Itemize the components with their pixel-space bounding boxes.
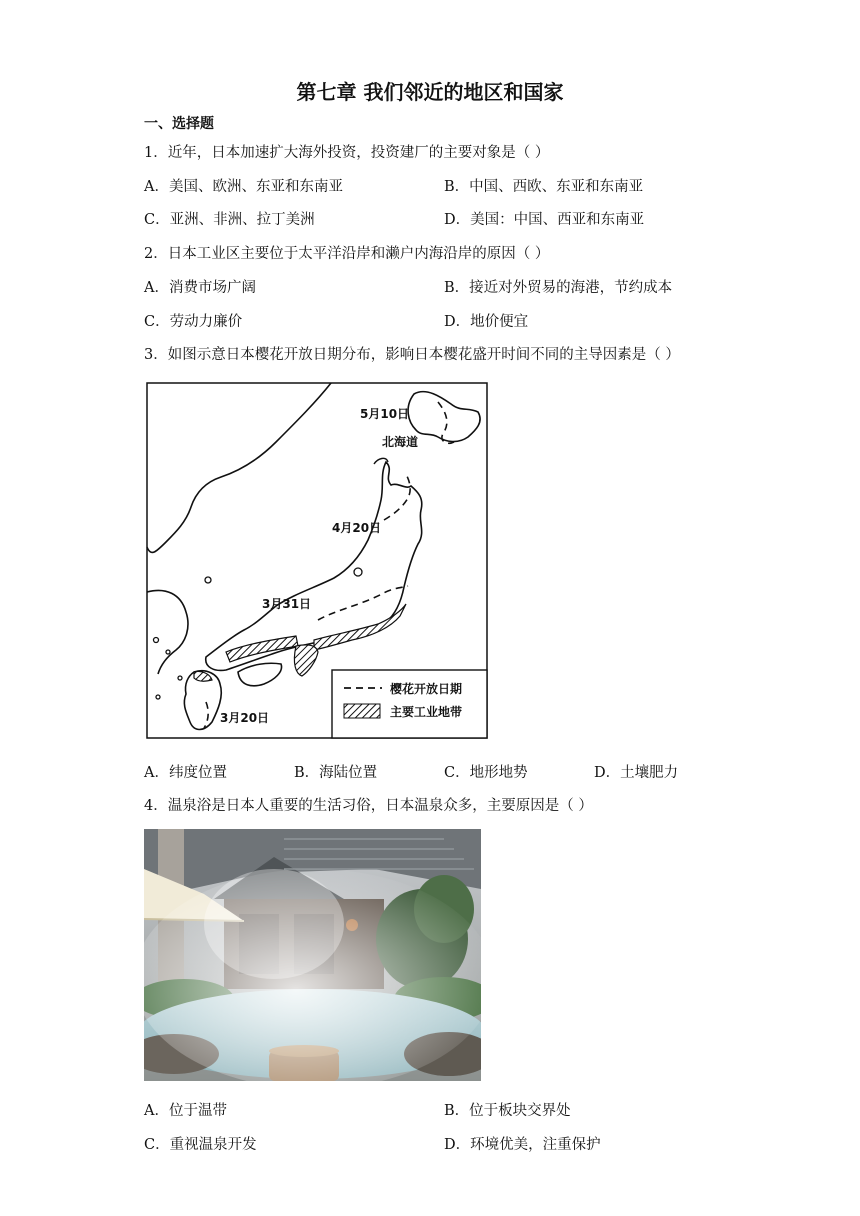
question-3-stem: 3．如图示意日本樱花开放日期分布，影响日本樱花盛开时间不同的主导因素是（ ） [144, 347, 680, 363]
question-3-option-c: C．地形地势 [444, 765, 528, 781]
question-2-option-a: A．消费市场广阔 [144, 280, 256, 296]
question-4-option-a: A．位于温带 [144, 1103, 227, 1119]
question-1-option-d: D．美国：中国、西亚和东南亚 [444, 212, 645, 228]
question-3-option-a: A．纬度位置 [144, 765, 227, 781]
question-3-option-b: B．海陆位置 [294, 765, 378, 781]
question-4-option-c: C．重视温泉开发 [144, 1137, 257, 1153]
legend-bloom-line: 樱花开放日期 [390, 682, 463, 696]
japan-cherry-blossom-map [146, 382, 488, 739]
question-2-stem: 2．日本工业区主要位于太平洋沿岸和濑户内海沿岸的原因（ ） [144, 246, 550, 262]
label-mar20: 3月20日 [220, 711, 270, 725]
section-heading: 一、选择题 [144, 116, 214, 132]
question-4-stem: 4．温泉浴是日本人重要的生活习俗，日本温泉众多，主要原因是（ ） [144, 798, 593, 814]
legend-industry: 主要工业地带 [390, 705, 463, 719]
hot-spring-photo [144, 829, 481, 1081]
question-2-option-d: D．地价便宜 [444, 314, 529, 330]
question-1-option-a: A．美国、欧洲、东亚和东南亚 [144, 179, 343, 195]
page-title: 第七章 我们邻近的地区和国家 [296, 80, 564, 104]
question-4-option-b: B．位于板块交界处 [444, 1103, 571, 1119]
label-hokkaido: 北海道 [382, 435, 419, 449]
label-apr20: 4月20日 [332, 521, 382, 535]
question-1-stem: 1．近年，日本加速扩大海外投资，投资建厂的主要对象是（ ） [144, 145, 550, 161]
question-3-option-d: D．土壤肥力 [594, 765, 679, 781]
label-may10: 5月10日 [360, 407, 410, 421]
question-1-option-b: B．中国、西欧、东亚和东南亚 [444, 179, 644, 195]
question-2-option-c: C．劳动力廉价 [144, 314, 243, 330]
question-4-option-d: D．环境优美，注重保护 [444, 1137, 601, 1153]
question-1-option-c: C．亚洲、非洲、拉丁美洲 [144, 212, 315, 228]
question-2-option-b: B．接近对外贸易的海港，节约成本 [444, 280, 673, 296]
label-mar31: 3月31日 [262, 597, 312, 611]
